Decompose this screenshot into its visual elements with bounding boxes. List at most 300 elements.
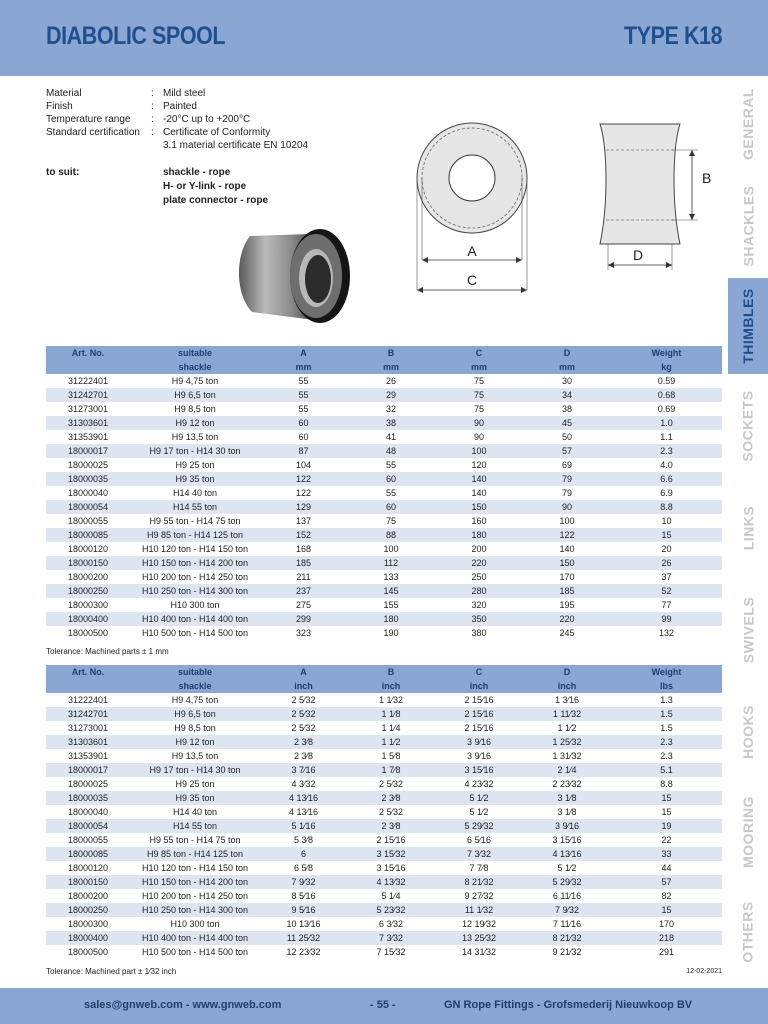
table-cell: 100 bbox=[383, 544, 399, 554]
column-header: suitable bbox=[130, 665, 260, 679]
table-cell: 180 bbox=[435, 528, 523, 542]
table-cell: 6 11⁄16 bbox=[552, 891, 582, 901]
table-cell: 88 bbox=[347, 528, 435, 542]
table-cell: 18000035 bbox=[46, 472, 130, 486]
table-cell: 2 1⁄4 bbox=[523, 763, 611, 777]
dimensions-table-mm bbox=[46, 346, 722, 640]
table-cell: 31273001 bbox=[67, 723, 109, 733]
table-cell: 32 bbox=[385, 404, 396, 414]
table-header-row bbox=[46, 346, 722, 360]
table-cell: 12 19⁄32 bbox=[461, 919, 497, 929]
table-cell: H9 25 ton bbox=[175, 460, 215, 470]
tolerance-note-inch: Tolerance: Machined part ± 1⁄32 inch bbox=[46, 967, 177, 976]
table-cell: H10 200 ton - H14 250 ton bbox=[141, 891, 249, 901]
table-cell: 7 7⁄8 bbox=[469, 863, 489, 873]
table-cell: 10 13⁄16 bbox=[286, 919, 321, 929]
table-cell: 3 15⁄16 bbox=[376, 863, 406, 873]
spec-colon: : bbox=[151, 114, 154, 125]
table-cell: 132 bbox=[658, 628, 675, 638]
table-row bbox=[46, 612, 722, 626]
table-row bbox=[46, 472, 722, 486]
table-cell: 140 bbox=[471, 488, 487, 498]
table-cell: 2 3⁄8 bbox=[293, 751, 314, 761]
table-cell: H10 250 ton - H14 300 ton bbox=[130, 903, 260, 917]
table-cell: 18000120 bbox=[67, 544, 109, 554]
table-cell: 1 3⁄16 bbox=[554, 695, 580, 705]
table-cell: 37 bbox=[661, 572, 672, 582]
footer-company: GN Rope Fittings - Grofsmederij Nieuwkoop BV bbox=[444, 999, 693, 1011]
dimension-label-c: C bbox=[466, 272, 478, 288]
table-cell: 2 5⁄32 bbox=[378, 807, 404, 817]
table-row bbox=[46, 598, 722, 612]
table-cell: 2 3⁄8 bbox=[347, 819, 435, 833]
table-row bbox=[46, 458, 722, 472]
spec-row bbox=[46, 87, 308, 100]
spec-value: Painted bbox=[163, 101, 197, 112]
sidebar-tab-links[interactable] bbox=[728, 480, 768, 576]
to-suit-item: shackle - rope bbox=[163, 167, 231, 178]
table-cell: 5 1⁄2 bbox=[469, 807, 489, 817]
table-cell: 245 bbox=[559, 628, 575, 638]
table-cell: 1 1⁄2 bbox=[347, 735, 435, 749]
table-cell: 5 1⁄2 bbox=[557, 863, 577, 873]
table-cell: 280 bbox=[435, 584, 523, 598]
spec-row bbox=[46, 100, 308, 113]
table-cell: 18000040 bbox=[67, 807, 109, 817]
table-cell: 29 bbox=[347, 388, 435, 402]
table-cell: 52 bbox=[611, 584, 722, 598]
table-cell: 112 bbox=[347, 556, 435, 570]
table-cell: 55 bbox=[260, 388, 347, 402]
table-row bbox=[46, 735, 722, 749]
column-header: suitable bbox=[130, 346, 260, 360]
table-cell: 44 bbox=[661, 863, 672, 873]
table-row bbox=[46, 444, 722, 458]
table-cell: 0.59 bbox=[657, 376, 676, 386]
table-cell: H9 6,5 ton bbox=[130, 388, 260, 402]
table-cell: 1.3 bbox=[660, 695, 673, 705]
footer-contact[interactable]: sales@gnweb.com - www.gnweb.com bbox=[84, 999, 282, 1011]
table-cell: 3 15⁄32 bbox=[347, 847, 435, 861]
table-cell: 18000150 bbox=[46, 875, 130, 889]
table-row bbox=[46, 528, 722, 542]
table-cell: 4 13⁄16 bbox=[260, 791, 347, 805]
table-cell: 1 1⁄32 bbox=[378, 695, 404, 705]
table-cell: 20 bbox=[661, 544, 672, 554]
spec-value: Mild steel bbox=[163, 88, 206, 99]
table-cell: 15 bbox=[611, 903, 722, 917]
column-unit: mm bbox=[523, 360, 611, 374]
table-cell: 15 bbox=[611, 791, 722, 805]
table-cell: 2 5⁄32 bbox=[291, 723, 316, 733]
table-cell: 90 bbox=[473, 432, 484, 442]
table-cell: 6 5⁄16 bbox=[466, 835, 492, 845]
table-cell: 1 25⁄32 bbox=[523, 735, 611, 749]
table-cell: H10 150 ton - H14 200 ton bbox=[130, 875, 260, 889]
table-cell: 18000400 bbox=[46, 612, 130, 626]
table-cell: 1 1⁄4 bbox=[381, 723, 401, 733]
table-cell: 129 bbox=[260, 500, 347, 514]
table-cell: 5 3⁄8 bbox=[293, 835, 314, 845]
table-cell: 2 15⁄16 bbox=[464, 723, 494, 733]
table-cell: 18000500 bbox=[67, 628, 109, 638]
column-unit: mm bbox=[435, 360, 523, 374]
table-cell: 120 bbox=[471, 460, 487, 470]
table-cell: 18000054 bbox=[46, 500, 130, 514]
spec-row bbox=[46, 126, 308, 139]
spec-colon: : bbox=[151, 88, 154, 99]
table-cell: 1.1 bbox=[660, 432, 673, 442]
column-header: Weight bbox=[611, 346, 722, 360]
table-cell: H10 120 ton - H14 150 ton bbox=[141, 544, 249, 554]
table-cell: 33 bbox=[611, 847, 722, 861]
table-cell: H10 150 ton - H14 200 ton bbox=[130, 556, 260, 570]
table-cell: 18000300 bbox=[67, 919, 109, 929]
table-row bbox=[46, 388, 722, 402]
column-unit bbox=[46, 679, 130, 693]
column-header: A bbox=[260, 346, 347, 360]
table-cell: H14 55 ton bbox=[130, 819, 260, 833]
table-cell: 168 bbox=[295, 544, 312, 554]
table-row bbox=[46, 514, 722, 528]
table-cell: 31242701 bbox=[46, 707, 130, 721]
table-cell: 18000400 bbox=[46, 931, 130, 945]
sidebar-tab-label: GENERAL bbox=[740, 88, 757, 160]
table-cell: 15 bbox=[661, 807, 672, 817]
table-cell: H9 4,75 ton bbox=[171, 376, 219, 386]
table-cell: 55 bbox=[298, 404, 309, 414]
dimension-label-d: D bbox=[632, 247, 644, 263]
table-cell: 60 bbox=[298, 432, 309, 442]
table-cell: 13 25⁄32 bbox=[435, 931, 523, 945]
table-cell: 60 bbox=[347, 472, 435, 486]
table-cell: 19 bbox=[611, 819, 722, 833]
table-cell: 5.1 bbox=[611, 763, 722, 777]
column-header: C bbox=[435, 665, 523, 679]
spec-label: Material bbox=[46, 88, 82, 99]
table-cell: 2.3 bbox=[611, 735, 722, 749]
table-cell: 18000035 bbox=[46, 791, 130, 805]
page-footer bbox=[0, 988, 768, 1024]
sidebar-tab-label: MOORING bbox=[740, 796, 757, 868]
sidebar-tab-label: THIMBLES bbox=[740, 288, 756, 364]
table-row bbox=[46, 500, 722, 514]
dimensions-table-inch bbox=[46, 665, 722, 959]
table-cell: H9 12 ton bbox=[130, 735, 260, 749]
column-unit: inch bbox=[260, 679, 347, 693]
table-cell: 6.9 bbox=[660, 488, 673, 498]
table-cell: H9 55 ton - H14 75 ton bbox=[149, 835, 241, 845]
table-cell: H9 8,5 ton bbox=[174, 723, 216, 733]
table-cell: 145 bbox=[347, 584, 435, 598]
table-cell: 200 bbox=[471, 544, 487, 554]
table-cell: 18000017 bbox=[46, 763, 130, 777]
to-suit-item: H- or Y-link - rope bbox=[163, 181, 247, 192]
table-cell: 7 9⁄32 bbox=[523, 903, 611, 917]
table-cell: 2 23⁄32 bbox=[552, 779, 582, 789]
table-cell: 10 bbox=[661, 516, 672, 526]
table-cell: 185 bbox=[260, 556, 347, 570]
table-cell: 8 5⁄16 bbox=[291, 891, 316, 901]
table-cell: 90 bbox=[435, 416, 523, 430]
table-cell: 22 bbox=[661, 835, 672, 845]
table-cell: 60 bbox=[260, 416, 347, 430]
table-cell: 4 23⁄32 bbox=[464, 779, 494, 789]
table-cell: 26 bbox=[611, 556, 722, 570]
table-cell: 150 bbox=[523, 556, 611, 570]
table-cell: 79 bbox=[561, 488, 572, 498]
table-cell: 140 bbox=[435, 472, 523, 486]
table-cell: 2.3 bbox=[611, 444, 722, 458]
table-cell: 18000055 bbox=[67, 516, 109, 526]
sidebar-tab-mooring[interactable] bbox=[728, 784, 768, 880]
table-cell: 3 15⁄16 bbox=[552, 835, 582, 845]
table-cell: H9 25 ton bbox=[175, 779, 215, 789]
table-cell: H9 55 ton - H14 75 ton bbox=[149, 516, 241, 526]
table-cell: 195 bbox=[559, 600, 575, 610]
table-cell: 18000200 bbox=[67, 572, 109, 582]
table-cell: H14 55 ton bbox=[130, 500, 260, 514]
table-cell: 18000085 bbox=[46, 847, 130, 861]
table-cell: H9 35 ton bbox=[130, 791, 260, 805]
sidebar-tab-label: SOCKETS bbox=[740, 390, 756, 462]
table-cell: H9 8,5 ton bbox=[174, 404, 216, 414]
table-cell: 31273001 bbox=[67, 404, 109, 414]
to-suit-item: plate connector - rope bbox=[163, 195, 269, 206]
table-cell: 6.6 bbox=[611, 472, 722, 486]
sidebar-tab-others[interactable] bbox=[728, 884, 768, 980]
table-row bbox=[46, 486, 722, 500]
table-cell: H14 40 ton bbox=[172, 807, 218, 817]
table-cell: 350 bbox=[435, 612, 523, 626]
table-cell: 6 bbox=[260, 847, 347, 861]
table-row bbox=[46, 430, 722, 444]
table-cell: 57 bbox=[611, 875, 722, 889]
table-cell: 218 bbox=[611, 931, 722, 945]
table-cell: 8.8 bbox=[611, 500, 722, 514]
spec-row bbox=[46, 113, 308, 126]
column-unit: lbs bbox=[611, 679, 722, 693]
table-cell: 75 bbox=[435, 388, 523, 402]
table-cell: 18000055 bbox=[67, 835, 109, 845]
table-unit-row bbox=[46, 360, 722, 374]
sidebar-tab-hooks[interactable] bbox=[728, 684, 768, 780]
table-cell: H10 400 ton - H14 400 ton bbox=[130, 612, 260, 626]
to-suit-list bbox=[163, 166, 323, 208]
table-cell: 0.69 bbox=[657, 404, 676, 414]
product-photo bbox=[232, 226, 352, 330]
column-unit: kg bbox=[611, 360, 722, 374]
table-cell: 100 bbox=[435, 444, 523, 458]
table-cell: 122 bbox=[260, 472, 347, 486]
table-row bbox=[46, 542, 722, 556]
sidebar-tab-swivels[interactable] bbox=[728, 582, 768, 678]
table-cell: 31222401 bbox=[67, 695, 109, 705]
table-cell: H9 17 ton - H14 30 ton bbox=[130, 444, 260, 458]
table-cell: 18000300 bbox=[67, 600, 109, 610]
table-cell: 55 bbox=[385, 488, 396, 498]
to-suit-label: to suit: bbox=[46, 167, 80, 178]
spec-row bbox=[46, 139, 308, 152]
table-cell: 55 bbox=[385, 460, 396, 470]
table-cell: 18000250 bbox=[46, 584, 130, 598]
column-unit: mm bbox=[347, 360, 435, 374]
table-cell: H14 40 ton bbox=[172, 488, 218, 498]
table-cell: 1 1⁄2 bbox=[557, 723, 577, 733]
revision-date: 12-02-2021 bbox=[686, 968, 722, 975]
table-cell: 8.8 bbox=[660, 779, 673, 789]
sidebar-tab-sockets[interactable] bbox=[728, 378, 768, 474]
table-cell: H9 35 ton bbox=[130, 472, 260, 486]
table-cell: 4 13⁄16 bbox=[288, 807, 319, 817]
table-cell: 1 1⁄8 bbox=[347, 707, 435, 721]
table-cell: 2 5⁄32 bbox=[291, 695, 316, 705]
table-cell: 26 bbox=[385, 376, 396, 386]
table-cell: 38 bbox=[561, 404, 572, 414]
table-cell: 18000025 bbox=[67, 779, 109, 789]
table-row bbox=[46, 931, 722, 945]
sidebar-tab-label: HOOKS bbox=[740, 705, 756, 759]
spec-label: Finish bbox=[46, 101, 73, 112]
table-cell: 18000085 bbox=[46, 528, 130, 542]
table-cell: 90 bbox=[523, 500, 611, 514]
column-header: Weight bbox=[611, 665, 722, 679]
table-row bbox=[46, 819, 722, 833]
column-header: Art. No. bbox=[46, 346, 130, 360]
table-cell: 3 9⁄16 bbox=[435, 735, 523, 749]
table-cell: H9 85 ton - H14 125 ton bbox=[130, 847, 260, 861]
table-cell: 82 bbox=[661, 891, 672, 901]
table-cell: 31242701 bbox=[46, 388, 130, 402]
table-cell: 323 bbox=[295, 628, 312, 638]
table-row bbox=[46, 570, 722, 584]
table-cell: 5 23⁄32 bbox=[347, 903, 435, 917]
table-cell: 3 15⁄16 bbox=[435, 763, 523, 777]
sidebar-tab-shackles[interactable] bbox=[728, 178, 768, 274]
table-cell: H10 120 ton - H14 150 ton bbox=[141, 863, 249, 873]
column-header: D bbox=[523, 665, 611, 679]
table-cell: 75 bbox=[473, 376, 484, 386]
table-cell: H10 400 ton - H14 400 ton bbox=[130, 931, 260, 945]
table-cell: 3 9⁄16 bbox=[466, 751, 492, 761]
table-cell: 2.3 bbox=[660, 751, 673, 761]
table-row bbox=[46, 707, 722, 721]
table-cell: H10 300 ton bbox=[170, 600, 220, 610]
sidebar-tab-label: SHACKLES bbox=[740, 185, 757, 267]
table-cell: 15 bbox=[611, 528, 722, 542]
column-unit: mm bbox=[260, 360, 347, 374]
table-cell: 9 21⁄32 bbox=[552, 947, 582, 957]
table-cell: 4 13⁄32 bbox=[347, 875, 435, 889]
table-row bbox=[46, 693, 722, 707]
table-cell: 2 5⁄32 bbox=[260, 707, 347, 721]
table-cell: 60 bbox=[347, 500, 435, 514]
sidebar-tab-general[interactable] bbox=[728, 76, 768, 172]
product-type: TYPE K18 bbox=[623, 22, 722, 50]
table-cell: 6 5⁄8 bbox=[293, 863, 314, 873]
column-unit: shackle bbox=[130, 360, 260, 374]
table-cell: 3 7⁄16 bbox=[260, 763, 347, 777]
table-cell: 180 bbox=[347, 612, 435, 626]
spec-value-extra: 3.1 material certificate EN 10204 bbox=[163, 140, 309, 151]
table-cell: 14 31⁄32 bbox=[461, 947, 497, 957]
spec-value: Certificate of Conformity bbox=[163, 127, 271, 138]
table-cell: 7 3⁄32 bbox=[347, 931, 435, 945]
table-cell: H9 13,5 ton bbox=[171, 432, 219, 442]
table-cell: 7 11⁄16 bbox=[552, 919, 582, 929]
sidebar-tab-label: SWIVELS bbox=[740, 596, 757, 664]
table-row bbox=[46, 945, 722, 959]
table-cell: 57 bbox=[523, 444, 611, 458]
column-header: B bbox=[347, 346, 435, 360]
table-cell: 5 1⁄4 bbox=[381, 891, 401, 901]
table-cell: 38 bbox=[347, 416, 435, 430]
table-cell: 18000025 bbox=[67, 460, 109, 470]
table-cell: 8 21⁄32 bbox=[435, 875, 523, 889]
table-cell: 1 5⁄8 bbox=[381, 751, 401, 761]
table-cell: 3 1⁄8 bbox=[523, 791, 611, 805]
table-cell: 1.0 bbox=[611, 416, 722, 430]
table-cell: 220 bbox=[523, 612, 611, 626]
table-cell: 99 bbox=[611, 612, 722, 626]
table-cell: H9 85 ton - H14 125 ton bbox=[130, 528, 260, 542]
table-cell: 380 bbox=[471, 628, 487, 638]
table-row bbox=[46, 584, 722, 598]
table-cell: 133 bbox=[383, 572, 399, 582]
spec-label: Temperature range bbox=[46, 114, 131, 125]
table-cell: 3 9⁄16 bbox=[523, 819, 611, 833]
spec-list bbox=[46, 87, 308, 152]
table-cell: H10 200 ton - H14 250 ton bbox=[141, 572, 249, 582]
table-cell: 160 bbox=[471, 516, 487, 526]
table-cell: 18000150 bbox=[46, 556, 130, 570]
table-cell: 185 bbox=[523, 584, 611, 598]
table-cell: 190 bbox=[383, 628, 399, 638]
table-cell: 2 3⁄8 bbox=[260, 735, 347, 749]
table-cell: 41 bbox=[385, 432, 396, 442]
column-unit: inch bbox=[435, 679, 523, 693]
page-header bbox=[0, 0, 768, 76]
table-cell: 250 bbox=[471, 572, 487, 582]
table-row bbox=[46, 626, 722, 640]
table-cell: 104 bbox=[295, 460, 312, 470]
table-row bbox=[46, 917, 722, 931]
table-row bbox=[46, 805, 722, 819]
column-unit: shackle bbox=[130, 679, 260, 693]
table-cell: 1.5 bbox=[611, 707, 722, 721]
table-cell: 7 9⁄32 bbox=[260, 875, 347, 889]
table-cell: H9 12 ton bbox=[130, 416, 260, 430]
table-cell: 0.68 bbox=[611, 388, 722, 402]
column-header: D bbox=[523, 346, 611, 360]
table-row bbox=[46, 833, 722, 847]
table-cell: 1 7⁄8 bbox=[347, 763, 435, 777]
table-cell: 31353901 bbox=[67, 432, 109, 442]
table-row bbox=[46, 416, 722, 430]
table-cell: 5 1⁄16 bbox=[260, 819, 347, 833]
sidebar-tab-thimbles[interactable] bbox=[728, 278, 768, 374]
table-cell: 211 bbox=[296, 572, 311, 582]
table-cell: 220 bbox=[435, 556, 523, 570]
table-row bbox=[46, 777, 722, 791]
table-row bbox=[46, 749, 722, 763]
table-row bbox=[46, 903, 722, 917]
table-cell: 48 bbox=[347, 444, 435, 458]
spec-label: Standard certification bbox=[46, 127, 140, 138]
table-cell: 7 15⁄32 bbox=[376, 947, 406, 957]
table-cell: 299 bbox=[260, 612, 347, 626]
table-row bbox=[46, 763, 722, 777]
